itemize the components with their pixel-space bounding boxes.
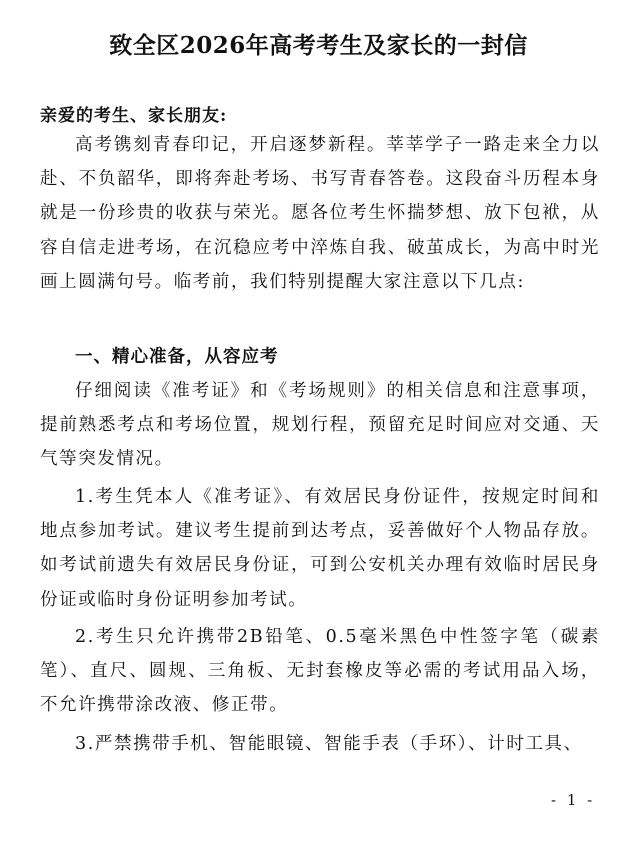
list-item-3: 3.严禁携带手机、智能眼镜、智能手表（手环）、计时工具、 bbox=[75, 734, 583, 754]
page-number: - 1 - bbox=[551, 791, 596, 809]
letter-title: 致全区2026年高考考生及家长的一封信 bbox=[109, 32, 528, 59]
salutation: 亲爱的考生、家长朋友: bbox=[40, 106, 228, 126]
section-1-paragraph: 仔细阅读《准考证》和《考场规则》的相关信息和注意事项，提前熟悉考点和考场位置，规划行程，预留充足时间应对交通、天气等突发情况。 bbox=[40, 381, 600, 470]
list-item-1: 1.考生凭本人《准考证》、有效居民身份证件，按规定时间和地点参加考试。建议考生提前到达考点，妥善做好个人物品存放。如考试前遗失有效居民身份证，可到公安机关办理有效临时居民身份证或临时身份证明参加考试。 bbox=[40, 487, 600, 610]
list-item-2: 2.考生只允许携带2B铅笔、0.5毫米黑色中性签字笔（碳素笔）、直尺、圆规、三角板、无封套橡皮等必需的考试用品入场，不允许携带涂改液、修正带。 bbox=[40, 627, 600, 716]
section-heading-1: 一、精心准备，从容应考 bbox=[75, 347, 279, 367]
intro-paragraph: 高考镌刻青春印记，开启逐梦新程。莘莘学子一路走来全力以赴、不负韶华，即将奔赴考场、书写青春答卷。这段奋斗历程本身就是一份珍贵的收获与荣光。愿各位考生怀揣梦想、放下包袱，从容自信走进考场，在沉稳应考中淬炼自我、破茧成长，为高中时光画上圆满句号。临考前，我们特别提醒大家注意以下几点: bbox=[40, 135, 600, 292]
